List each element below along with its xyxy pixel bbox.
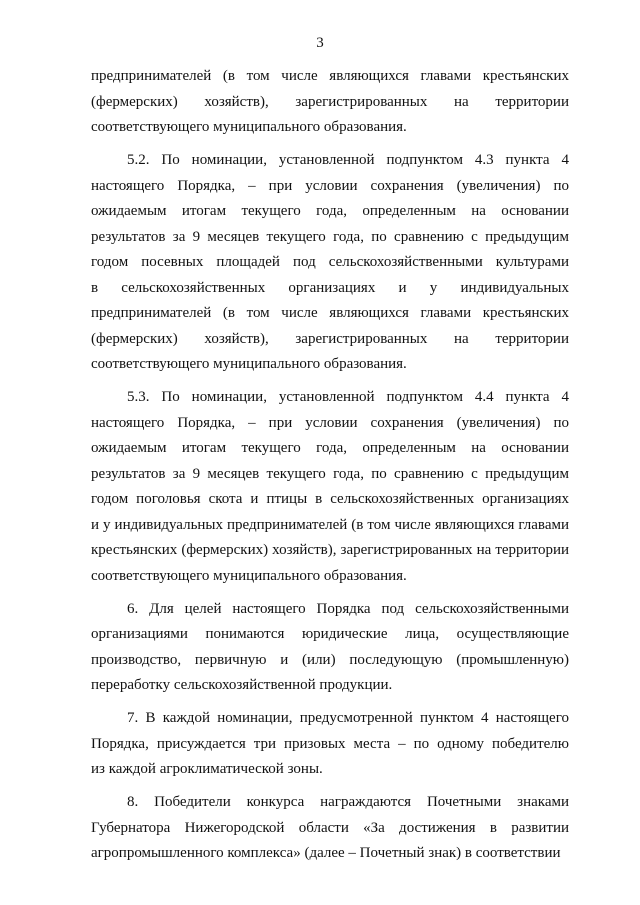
text-line: 5.2. По номинации, установленной подпунктом 4.3 пункта 4 bbox=[127, 152, 569, 168]
paragraph bbox=[91, 385, 569, 589]
text-line: настоящего Порядка, – при условии сохранения (увеличения) по bbox=[91, 177, 569, 194]
text-line: 7. В каждой номинации, предусмотренной пунктом 4 настоящего bbox=[127, 710, 569, 726]
paragraph bbox=[91, 64, 569, 141]
text-line: из каждой агроклиматической зоны. bbox=[91, 761, 323, 777]
text-line: соответствующего муниципального образования. bbox=[91, 567, 407, 584]
text-line: (фермерских) хозяйств), зарегистрированных на территории bbox=[91, 93, 569, 110]
text-line: годом посевных площадей под сельскохозяйственными культурами bbox=[91, 254, 569, 270]
text-line: предпринимателей (в том числе являющихся главами крестьянских bbox=[91, 68, 569, 84]
paragraph bbox=[91, 790, 569, 867]
text-line: ожидаемым итогам текущего года, определенным на основании bbox=[91, 203, 569, 219]
text-line: 5.3. По номинации, установленной подпунктом 4.4 пункта 4 bbox=[127, 389, 569, 405]
text-line: агропромышленного комплекса» (далее – Почетный знак) в соответствии bbox=[91, 845, 561, 861]
text-line: Губернатора Нижегородской области «За достижения в развитии bbox=[91, 819, 569, 836]
document-body bbox=[91, 64, 569, 874]
text-line: результатов за 9 месяцев текущего года, по сравнению с предыдущим bbox=[91, 228, 569, 245]
paragraph bbox=[91, 148, 569, 378]
text-line: (фермерских) хозяйств), зарегистрированных на территории bbox=[91, 330, 569, 347]
text-line: годом поголовья скота и птицы в сельскохозяйственных организациях bbox=[91, 491, 569, 507]
text-line: 6. Для целей настоящего Порядка под сельскохозяйственными bbox=[127, 600, 569, 617]
text-line: организациями понимаются юридические лица, осуществляющие bbox=[91, 626, 569, 642]
text-line: соответствующего муниципального образования. bbox=[91, 356, 407, 372]
page-number: 3 bbox=[316, 35, 324, 51]
text-line: ожидаемым итогам текущего года, определенным на основании bbox=[91, 440, 569, 456]
paragraph bbox=[91, 597, 569, 699]
text-line: предпринимателей (в том числе являющихся главами крестьянских bbox=[91, 305, 569, 321]
text-line: переработку сельскохозяйственной продукции. bbox=[91, 677, 393, 693]
text-line: настоящего Порядка, – при условии сохранения (увеличения) по bbox=[91, 414, 569, 431]
text-line: соответствующего муниципального образования. bbox=[91, 119, 407, 135]
text-line: крестьянских (фермерских) хозяйств), зарегистрированных на территории bbox=[91, 542, 569, 558]
text-line: результатов за 9 месяцев текущего года, по сравнению с предыдущим bbox=[91, 465, 569, 482]
paragraph bbox=[91, 706, 569, 783]
text-line: в сельскохозяйственных организациях и у индивидуальных bbox=[91, 279, 569, 296]
text-line: и у индивидуальных предпринимателей (в том числе являющихся главами bbox=[91, 516, 569, 533]
text-line: производство, первичную и (или) последующую (промышленную) bbox=[91, 651, 569, 668]
text-line: Порядка, присуждается три призовых места – по одному победителю bbox=[91, 735, 569, 752]
text-line: 8. Победители конкурса награждаются Почетными знаками bbox=[127, 794, 569, 810]
